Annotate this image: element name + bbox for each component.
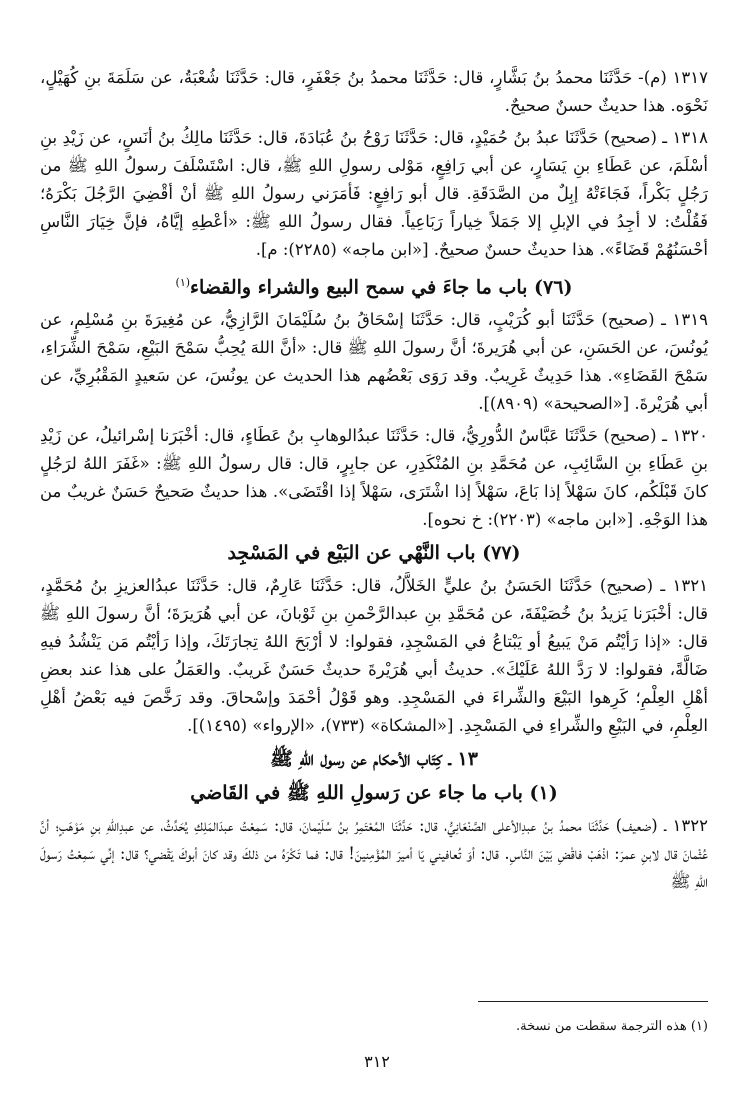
- hadith-1321: ١٣٢١ ـ (صحيح) حَدَّثَنَا الحَسَنُ بنُ عليٍّ الخَلاَّلُ، قال: حَدَّثَنَا عَارِمٌ، قال: حَدَّثَنَا عبدُالعزيزِ بنُ مُحَمَّدٍ، قال: أخْبَرَنا يَزيدُ بنُ خُصَيْفَةَ، عن مُحَمَّدِ بنِ عبدالرَّحْمنِ بنِ ثَوْبانَ، عن أبي هُرَيرَةَ؛ أنَّ رسولَ اللهِ ﷺ قال: «إذا رَأيْتُم مَنْ يَبيعُ أو يَبْتاعُ في المَسْجِدِ، فقولوا: لا أرْبَحَ اللهُ تِجارَتَكَ، وإذا رَأيْتُم مَن يَنْشُدُ فيهِ ضَالَّةً، فقولوا: لا رَدَّ اللهُ عَلَيْكَ». حديثُ أبي هُرَيْرةَ حديثٌ حَسَنٌ غَريبٌ. والعَمَلُ على هذا عند بعضِ أهْلِ العِلْمِ؛ كَرِهوا البَيْعَ والشِّراءَ في المَسْجِدِ. وهو قَوْلُ أحْمَدَ وإسْحاقَ. وقد رَخَّصَ فيه بَعْضُ أهْلِ العِلْمِ، في البَيْعِ والشِّراءِ في المَسْجِدِ. [«المشكاة» (٧٣٣)، «الإرواء» (١٤٩٥)].: [40, 576, 708, 736]
- footnote-1: (١) هذه الترجمة سقطت من نسخة.: [516, 1019, 708, 1034]
- chapter-77-heading: (٧٧) باب النَّهْي عن البَيْع في المَسْجِد: [227, 542, 521, 565]
- chapter-76-heading: [40, 268, 708, 302]
- book-13-heading: ١٣ ـ كِتَاب الأحكام عن رسول اللهِ ﷺ: [270, 748, 478, 771]
- page-number: ٣١٢: [364, 1052, 390, 1071]
- hadith-1318: ١٣١٨ ـ (صحيح) حَدَّثَنَا عبدُ بنُ حُمَيْدٍ، قال: حَدَّثَنَا رَوْحُ بنُ عُبَادَةَ، قال: حَدَّثَنَا مالِكُ بنُ أنَسٍ، عن زَيْدِ بنِ أسْلَمَ، عن عَطَاءِ بنِ يَسَارٍ، عن أبي رَافِعٍ، مَوْلى رسولِ اللهِ ﷺ، قال: اسْتَسْلَفَ رسولُ اللهِ ﷺ من رَجُلٍ بَكْراً، فَجَاءَتْهُ إبِلٌ من الصَّدَقَةِ. قال أبو رَافِعٍ: فَأمَرَني رسولُ اللهِ ﷺ أنْ أقْضِيَ الرَّجُلَ بَكْرَهُ؛ فَقُلْتُ: لا أجِدُ في الإبلِ إلا جَمَلاً خِياراً رَبَاعِياً. فقال رسولُ اللهِ ﷺ: «أعْطِهِ إيَّاهُ، فإنَّ خِيَارَ النَّاسِ أحْسَنُهُمْ قَضَاءً». هذا حديثٌ حسنٌ صحيحٌ. [«ابن ماجه» (٢٢٨٥): م].: [40, 128, 708, 259]
- hadith-1319: ١٣١٩ ـ (صحيح) حَدَّثَنَا أبو كُرَيْبٍ، قال: حَدَّثَنَا إسْحَاقُ بنُ سُلَيْمَانَ الرَّازِيُّ، عن مُغِيرَةَ بنِ مُسْلِمٍ، عن يُونُسَ، عن الحَسَنِ، عن أبي هُرَيرةَ؛ أنَّ رسولَ اللهِ ﷺ قال: «أنَّ اللهَ يُحِبُّ سَمْحَ البَيْعِ، سَمْحَ الشِّرَاءِ، سَمْحَ القَضَاءِ». هذا حَدِيثٌ غَرِيبٌ. وقد رَوَى بَعْضُهم هذا الحديث عن يونُسَ، عن سَعيدٍ المَقْبُرِيِّ، عن أبي هُرَيْرةَ. [«الصحيحة» (٨٩٠٩)].: [40, 310, 708, 414]
- footnote-divider: [478, 1001, 708, 1002]
- hadith-1320: ١٣٢٠ ـ (صحيح) حَدَّثَنَا عَبَّاسٌ الدُّورِيُّ، قال: حَدَّثَنَا عبدُالوهابِ بنُ عَطَاءٍ، قال: أخْبَرَنا إسْرائيلُ، عن زَيْدِ بنِ عَطَاءِ بنِ السَّائِبِ، عن مُحَمَّدِ بنِ المُنْكَدِرِ، عن جابِرٍ، قال: قال رسولُ اللهِ ﷺ: «غَفَرَ اللهُ لرَجُلٍ كانَ قَبْلَكُم، كانَ سَهْلاً إذا بَاعَ، سَهْلاً إذا اشْتَرَى، سَهْلاً إذا اقْتَضَى». هذا حديثٌ صَحيحٌ حَسَنٌ غريبٌ من هذا الوَجْهِ. [«ابن ماجه» (٢٢٠٣): خ نحوه].: [40, 426, 708, 530]
- chapter-76-footnote-marker: (١): [175, 276, 191, 289]
- hadith-1317: ١٣١٧ (م)- حَدَّثَنَا محمدُ بنُ بَشَّارٍ، قال: حَدَّثَنَا محمدُ بنُ جَعْفَرٍ، قال: حَدَّثَنَا شُعْبَةُ، عن سَلَمَةَ بنِ كُهَيْلٍ، نَحْوَه. هذا حديثٌ حسنٌ صحيحٌ.: [40, 68, 708, 115]
- chapter-76-title: (٧٦) باب ما جاءَ في سمح البيع والشراء والقضاء: [190, 276, 573, 299]
- chapter-1-heading: (١) باب ما جاء عن رَسولِ اللهِ ﷺ في القَاضي: [190, 782, 558, 805]
- hadith-1322: ١٣٢٢ ـ (ضعيف) حَدَّثَنَا محمدُ بنُ عبدِالأعلى الصَّنْعَانِيُّ، قال: حَدَّثَنَا المُعْتَمِرُ بنُ سُلَيْمانَ، قال: سَمِعْتُ عبدَالمَلِكِ يُحَدِّثُ، عن عبدِاللهِ بنِ مَوْهَبٍ؛ أنَّ عُثْمانَ قال لابنِ عمرَ: اذْهَبْ فاقْضِ بَيْنَ النَّاسِ. قال: أوَ تُعافيني يَا أميرَ المُؤْمِنينَ! قال: فما تَكْرَهُ من ذلكَ وقد كانَ أبوكَ يَقْضي؟ قال: إنِّي سَمِعْتُ رَسولَ اللهِ ﷺ: [40, 816, 708, 892]
